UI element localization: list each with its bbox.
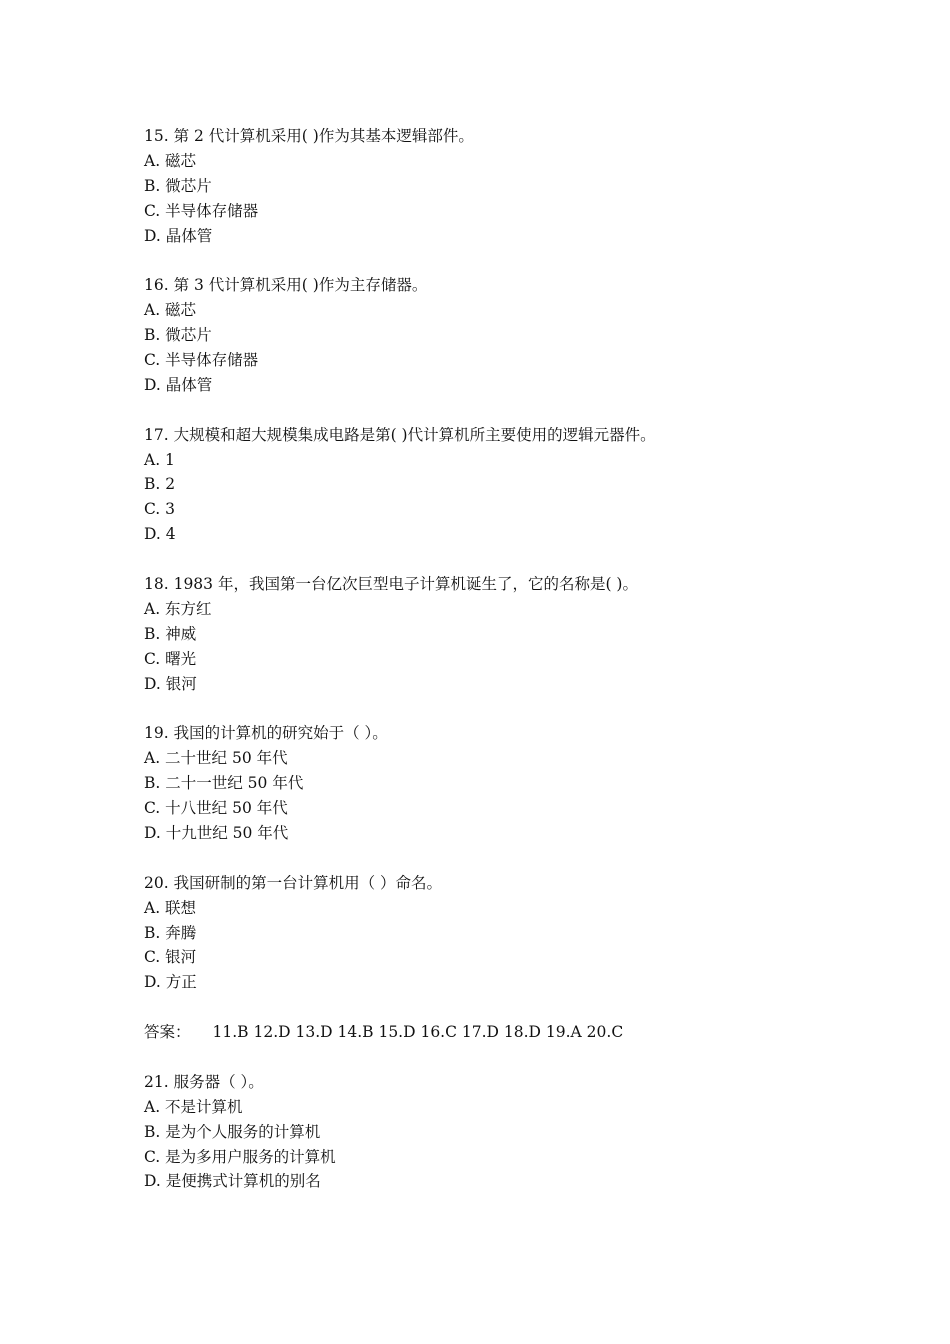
question-21 bbox=[144, 1070, 824, 1194]
question-18 bbox=[144, 572, 824, 696]
question-stem: 19. 我国的计算机的研究始于（ ）。 bbox=[144, 724, 388, 743]
question-stem: 21. 服务器（ ）。 bbox=[144, 1072, 264, 1091]
answer-key-value: 11.B 12.D 13.D 14.B 15.D 16.C 17.D 18.D 19.A 20.C bbox=[212, 1023, 624, 1042]
option-a: A. 磁芯 bbox=[144, 151, 197, 170]
question-17 bbox=[144, 423, 824, 547]
answer-key-label: 答案： bbox=[144, 1023, 191, 1042]
option-d: D. 银河 bbox=[144, 674, 197, 693]
option-c: C. 银河 bbox=[144, 948, 197, 967]
option-c: C. 半导体存储器 bbox=[144, 351, 259, 370]
question-stem: 17. 大规模和超大规模集成电路是第( )代计算机所主要使用的逻辑元器件。 bbox=[144, 425, 656, 444]
question-stem: 16. 第 3 代计算机采用( )作为主存储器。 bbox=[144, 276, 428, 295]
question-16 bbox=[144, 273, 824, 397]
question-stem: 15. 第 2 代计算机采用( )作为其基本逻辑部件。 bbox=[144, 127, 474, 145]
option-a: A. 二十世纪 50 年代 bbox=[144, 749, 288, 768]
option-d: D. 是便携式计算机的别名 bbox=[144, 1172, 321, 1191]
option-b: B. 奔腾 bbox=[144, 923, 197, 942]
option-c: C. 3 bbox=[144, 500, 176, 519]
question-stem: 20. 我国研制的第一台计算机用（ ）命名。 bbox=[144, 873, 443, 892]
option-c: C. 是为多用户服务的计算机 bbox=[144, 1147, 336, 1166]
option-d: D. 晶体管 bbox=[144, 226, 213, 245]
option-d: D. 方正 bbox=[144, 973, 197, 992]
option-a: A. 磁芯 bbox=[144, 301, 197, 320]
question-20 bbox=[144, 871, 824, 995]
answer-key bbox=[144, 1020, 824, 1045]
option-a: A. 东方红 bbox=[144, 599, 212, 618]
option-b: B. 2 bbox=[144, 475, 176, 494]
option-b: B. 微芯片 bbox=[144, 176, 212, 195]
option-b: B. 是为个人服务的计算机 bbox=[144, 1122, 321, 1141]
option-c: C. 半导体存储器 bbox=[144, 201, 259, 220]
option-d: D. 十九世纪 50 年代 bbox=[144, 823, 289, 842]
option-d: D. 晶体管 bbox=[144, 375, 213, 394]
question-15 bbox=[144, 124, 824, 248]
option-b: B. 微芯片 bbox=[144, 326, 212, 345]
option-a: A. 联想 bbox=[144, 898, 197, 917]
option-d: D. 4 bbox=[144, 525, 176, 544]
option-a: A. 1 bbox=[144, 450, 175, 469]
option-c: C. 十八世纪 50 年代 bbox=[144, 799, 288, 818]
option-a: A. 不是计算机 bbox=[144, 1097, 243, 1116]
option-b: B. 神威 bbox=[144, 624, 197, 643]
option-b: B. 二十一世纪 50 年代 bbox=[144, 774, 304, 793]
question-stem: 18. 1983 年，我国第一台亿次巨型电子计算机诞生了，它的名称是( )。 bbox=[144, 575, 638, 594]
document-page bbox=[144, 124, 824, 1219]
option-c: C. 曙光 bbox=[144, 649, 197, 668]
question-19 bbox=[144, 721, 824, 845]
